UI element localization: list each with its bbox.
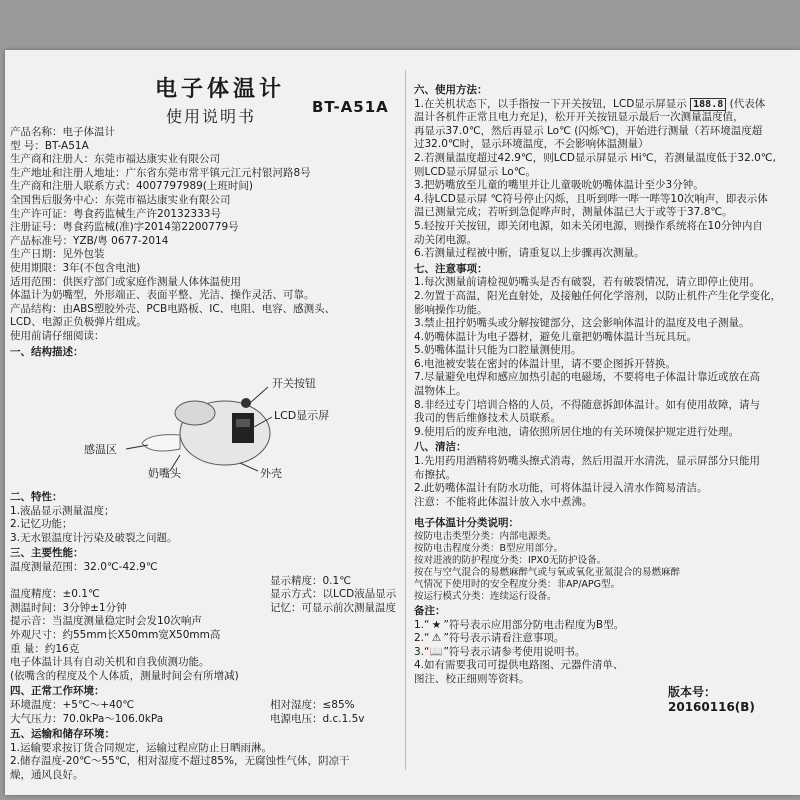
- env-row: [10, 713, 390, 727]
- feature-item: 1.液晶显示测量温度；: [10, 504, 115, 517]
- caution-item: 2.勿置于高温，阳光直射处，及接触任何化学溶剂，以防止机件产生化学变化，: [414, 289, 782, 302]
- thermometer-illustration: [10, 363, 390, 481]
- param-line: 外观尺寸：约55mm长X50mm宽X50mm高: [10, 629, 221, 642]
- classification-item: 按防电击类型分类：内部电源类。: [414, 531, 557, 542]
- env-row-cell: 环境温度：+5℃～+40℃: [10, 699, 135, 711]
- usage-line: 温计各机件正常且电力充足)，松开开关按钮显示最后一次测量温度值，: [414, 111, 744, 124]
- param-row-cell: [270, 561, 390, 575]
- param-line: (依嘴含的程度及个人体质，测量时间会有所增减): [10, 669, 239, 682]
- remark-number: 2.“: [414, 632, 430, 645]
- remark-extra: 图注、校正细则等资料。: [414, 672, 530, 685]
- classification-heading: 电子体温计分类说明：: [414, 517, 519, 530]
- param-line: 提示音：当温度测量稳定时会发10次响声: [10, 615, 202, 628]
- product-info: [10, 126, 400, 344]
- usage-line: 3.把奶嘴放至儿童的嘴里并让儿童吸吮奶嘴体温计至少3分钟。: [414, 179, 704, 192]
- param-row: [10, 601, 396, 616]
- model-number: BT-A51A: [312, 98, 389, 116]
- param-row-cell: 温度精度：±0.1℃: [10, 588, 100, 601]
- caution-item: 我司的售后维修技术人员联系。: [414, 412, 561, 425]
- env-row-cell: 大气压力：70.0kPa～106.0kPa: [10, 712, 164, 725]
- usage-line: 过32.0℃时，显示环境温度，不会影响体温测量）: [414, 138, 649, 151]
- document-subtitle: 使用说明书: [166, 107, 257, 126]
- warning-icon: ⚠: [431, 632, 442, 645]
- usage-line: 动关闭电源。: [414, 233, 477, 246]
- product-info-line: LCD、电源正负极弹片组成。: [10, 316, 147, 329]
- features-heading: 二、特性：: [10, 491, 63, 504]
- param-row: [10, 588, 397, 602]
- product-info-line: 适用范围：供医疗部门或家庭作测量人体体温使用: [10, 275, 241, 288]
- feature-item: 3.无水银温度计污染及破裂之问题。: [10, 531, 178, 544]
- usage-line: 温已测量完成；若听到急促哗声时，测量体温已大于或等于37.8℃。: [414, 206, 733, 219]
- cautions-list: [414, 276, 794, 439]
- lcd-full-display: 188.8: [690, 98, 726, 111]
- transport-list: [10, 742, 400, 783]
- label-switch: 开关按钮: [272, 377, 316, 391]
- caution-item: 温物体上。: [414, 385, 467, 398]
- cleaning-item: 布擦拭。: [414, 468, 456, 481]
- product-info-line: 产品结构：由ABS塑胶外壳、PCB电路板、IC、电阻、电容、感测头、: [10, 302, 336, 315]
- cautions-heading: 七、注意事项：: [414, 262, 488, 275]
- cleaning-list: [414, 455, 794, 509]
- product-info-line: 使用期限：3年(不包含电池): [10, 261, 141, 274]
- usage-line: 再显示37.0℃，然后再显示 Lo℃ (闪烁℃)，开始进行测量（若环境温度超: [414, 124, 763, 137]
- remark-number: 1.“: [414, 618, 430, 631]
- left-column: [10, 126, 400, 783]
- caution-item: 8.非经过专门培训合格的人员，不得随意拆卸体温计。如有使用故障，请与: [414, 398, 761, 411]
- usage-list: [414, 111, 794, 261]
- caution-item: 1.每次测量前请检视奶嘴头是否有破裂，若有破裂情况，请立即停止使用。: [414, 276, 761, 289]
- caution-item: 3.禁止扭拧奶嘴头或分解按键部分，这会影响体温计的温度及电子测量。: [414, 317, 750, 330]
- product-info-line: 注册证号：粤食药监械(准)字2014第2200779号: [10, 221, 239, 234]
- label-lcd: LCD显示屏: [274, 409, 330, 423]
- caution-item: 影响操作功能。: [414, 303, 488, 316]
- env-row-cell: 相对湿度：≤85%: [270, 699, 355, 711]
- product-info-line: 使用前请仔细阅读：: [10, 329, 105, 342]
- usage-line-1: 1.在关机状态下，以手指按一下开关按钮，LCD显示屏显示: [414, 97, 687, 110]
- remark-item: 3.“📖”符号表示请参考使用说明书。: [414, 645, 586, 658]
- product-info-line: 体温计为奶嘴型，外形端正、表面平整、光洁、操作灵活、可靠。: [10, 289, 315, 302]
- classification-item: 按运行模式分类：连续运行设备。: [414, 591, 557, 602]
- remark-text: 符号表示请参考使用说明书。: [448, 645, 586, 658]
- transport-heading: 五、运输和储存环境：: [10, 728, 115, 741]
- param-row-cell: 显示精度：0.1℃: [270, 574, 351, 587]
- product-info-line: 生产商和注册人：东莞市福达康实业有限公司: [10, 153, 220, 166]
- classification-list: [414, 531, 794, 603]
- param-row-cell: 显示方式：以LCD液晶显示: [270, 588, 397, 601]
- product-info-line: 生产商和注册人联系方式：4007797989(上班时间): [10, 180, 253, 193]
- label-shell: 外壳: [260, 467, 282, 481]
- version-number: 版本号：20160116(B): [668, 685, 755, 714]
- param-row: [10, 575, 390, 589]
- remarks-heading: 备注：: [414, 605, 446, 617]
- product-info-line: 产品标准号：YZB/粤 0677-2014: [10, 234, 169, 247]
- caution-item: 7.尽量避免电焊和感应加热引起的电磁场，不要将电子体温计靠近或放在高: [414, 371, 761, 384]
- param-row-cell: 温度测量范围：32.0℃-42.9℃: [10, 561, 158, 574]
- transport-item: 2.储存温度-20℃～55℃，相对湿度不超过85%，无腐蚀性气体，阴凉干: [10, 755, 350, 768]
- product-info-line: 生产许可证：粤食药监械生产许20132333号: [10, 207, 221, 220]
- remarks-list: [414, 619, 794, 687]
- remark-extra: 4.如有需要我司可提供电路图、元器件清单、: [414, 659, 624, 672]
- classification-item: 按防电击程度分类：B型应用部分。: [414, 543, 564, 554]
- usage-line: 5.轻按开关按钮，即关闭电源，如未关闭电源，则操作系统将在10分钟内自: [414, 219, 763, 232]
- usage-line: 4.待LCD显示屏 ℃符号停止闪烁，且听到哔一哔一哔等10次响声，即表示体: [414, 192, 768, 205]
- product-info-line: 产品名称：电子体温计: [10, 126, 115, 138]
- usage-line: 2.若测量温度超过42.9℃，则LCD显示屏显示 Hi℃，若测量温度低于32.0℃,: [414, 151, 776, 164]
- remark-item: 1.“ ★ ”符号表示应用部分防电击程度为B型。: [414, 618, 625, 631]
- thermometer-diagram: [10, 363, 390, 481]
- product-info-line: 生产地址和注册人地址：广东省东莞市常平镇元江元村银河路8号: [10, 166, 311, 179]
- transport-item: 1.运输要求按订货合同规定，运输过程应防止日晒雨淋。: [10, 741, 273, 754]
- feature-item: 2.记忆功能；: [10, 518, 73, 531]
- product-info-line: 型 号：BT-A51A: [10, 139, 89, 152]
- usage-line-1b: (代表体: [729, 97, 766, 110]
- cleaning-item: 1.先用药用酒精将奶嘴头擦式消毒，然后用温开水清洗，显示屏部分只能用: [414, 455, 761, 468]
- remark-item: 2.“ ⚠ ”符号表示请看注意事项。: [414, 632, 565, 645]
- classification-item: 按在与空气混合的易燃麻醉气或与氧或氧化亚氮混合的易燃麻醉: [414, 567, 681, 578]
- param-line: 电子体温计具有自动关机和自我侦测功能。: [10, 656, 210, 669]
- manual-icon: 📖: [429, 645, 443, 658]
- env-row-cell: 电源电压：d.c.1.5v: [270, 712, 365, 725]
- usage-item-1: [414, 98, 794, 112]
- caution-item: 9.使用后的废弃电池，请依照所居住地的有关环境保护规定进行处理。: [414, 425, 740, 438]
- right-column: [414, 82, 794, 687]
- product-info-line: 全国售后服务中心：东莞市福达康实业有限公司: [10, 193, 231, 206]
- column-divider: [405, 70, 406, 770]
- caution-item: 5.奶嘴体温计只能为口腔量测使用。: [414, 344, 582, 357]
- param-row-cell: 测温时间：3分钟±1分钟: [10, 601, 127, 614]
- environment-heading: 四、正常工作环境：: [10, 685, 105, 698]
- cleaning-heading: 八、清洁：: [414, 441, 467, 454]
- param-line: 重 量：约16克: [10, 642, 80, 655]
- label-nipple: 奶嘴头: [148, 467, 181, 481]
- cleaning-item: 注意：不能将此体温计放入水中煮沸。: [414, 495, 593, 508]
- document-title: 电子体温计: [155, 77, 286, 102]
- label-sensor: 感温区: [84, 443, 117, 457]
- params-lines: [10, 615, 400, 683]
- structure-heading: 一、结构描述：: [10, 345, 84, 358]
- remark-text: 符号表示请看注意事项。: [448, 632, 565, 645]
- usage-line: 则LCD显示屏显示 Lo℃。: [414, 165, 536, 178]
- env-row: [10, 699, 390, 713]
- transport-item: 燥，通风良好。: [10, 768, 84, 781]
- caution-item: 6.电池被安装在密封的体温计里，请不要企图拆开替换。: [414, 357, 677, 370]
- usage-line: 6.若测量过程被中断，请重复以上步骤再次测量。: [414, 247, 645, 260]
- caution-item: 4.奶嘴体温计为电子器材，避免儿童把奶嘴体温计当玩具玩。: [414, 330, 698, 343]
- body-type-b-icon: ★: [431, 618, 442, 631]
- params-heading: 三、主要性能：: [10, 547, 84, 560]
- features-list: [10, 505, 400, 546]
- usage-heading: 六、使用方法：: [414, 84, 488, 96]
- params-table: [10, 561, 400, 615]
- cleaning-item: 2.此奶嘴体温计有防水功能，可将体温计浸入清水作简易清洁。: [414, 482, 708, 495]
- param-row: [10, 561, 390, 575]
- remark-number: 3.“: [414, 645, 430, 658]
- remark-text: 符号表示应用部分防电击程度为B型。: [448, 618, 625, 631]
- environment-table: [10, 699, 400, 726]
- product-info-line: 生产日期：见外包装: [10, 248, 105, 261]
- param-row-cell: 记忆：可显示前次测量温度: [270, 601, 396, 614]
- classification-item: 气情况下使用时的安全程度分类：非AP/APG型。: [414, 579, 621, 590]
- classification-item: 按对进液的防护程度分类：IPX0无防护设备。: [414, 555, 607, 566]
